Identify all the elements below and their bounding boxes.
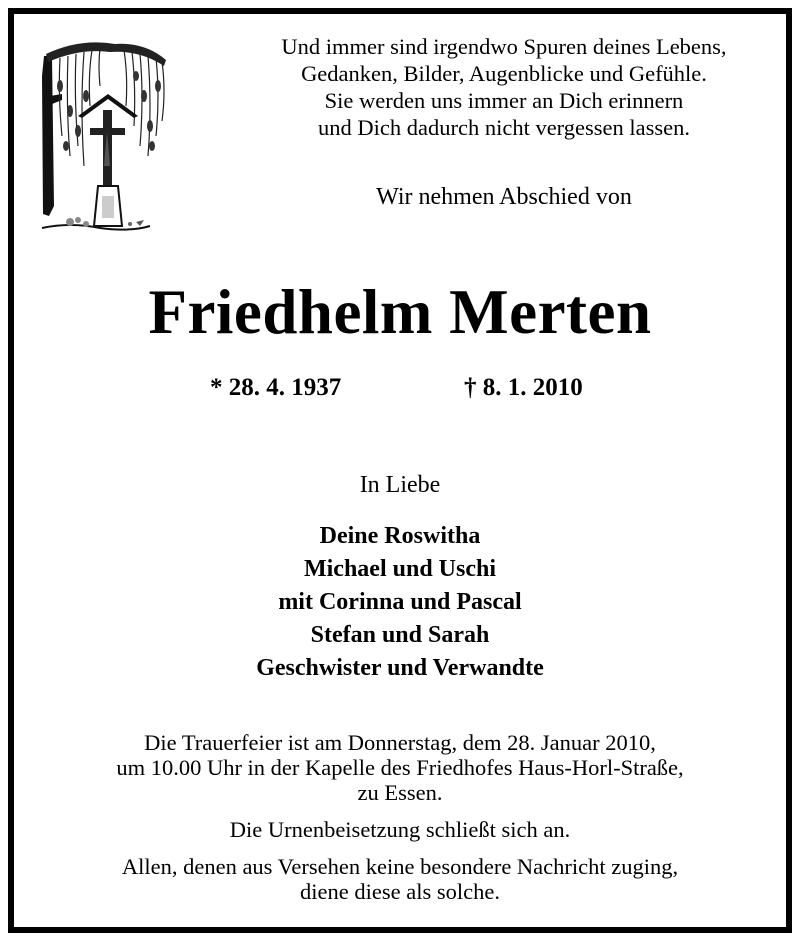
mourner-line: Michael und Uschi [303,556,497,582]
mourner-line: Geschwister und Verwandte [256,655,544,681]
death-date: † 8. 1. 2010 [464,374,583,401]
poem [244,33,764,141]
poem-line: Und immer sind irgendwo Spuren deines Lebens, [281,34,727,59]
closing-phrase: In Liebe [359,472,441,498]
notice-line: diene diese als solche. [300,879,500,904]
poem-line: Sie werden uns immer an Dich erinnern [324,88,684,113]
service-line: um 10.00 Uhr in der Kapelle des Friedhofes Haus-Horl-Straße, [116,755,684,780]
poem-line: und Dich dadurch nicht vergessen lassen. [318,115,690,140]
service-line: zu Essen. [357,780,443,805]
wayside-cross-under-willow-icon [40,36,170,244]
obituary-notice [8,8,792,933]
deceased-name: Friedhelm Merten [148,277,652,347]
urn-burial-note: Die Urnenbeisetzung schließt sich an. [229,817,571,842]
mourners-list [14,520,786,685]
birth-date: * 28. 4. 1937 [210,374,342,401]
service-line: Die Trauerfeier ist am Donnerstag, dem 28. Januar 2010, [144,730,656,755]
mourner-line: Deine Roswitha [319,523,481,549]
poem-line: Gedanken, Bilder, Augenblicke und Gefühle. [301,61,707,86]
mourner-line: mit Corinna und Pascal [278,589,522,615]
service-info [14,730,786,904]
mourner-line: Stefan und Sarah [310,622,490,648]
notice-line: Allen, denen aus Versehen keine besondere Nachricht zuging, [121,854,679,879]
farewell-intro: Wir nehmen Abschied von [376,184,632,210]
